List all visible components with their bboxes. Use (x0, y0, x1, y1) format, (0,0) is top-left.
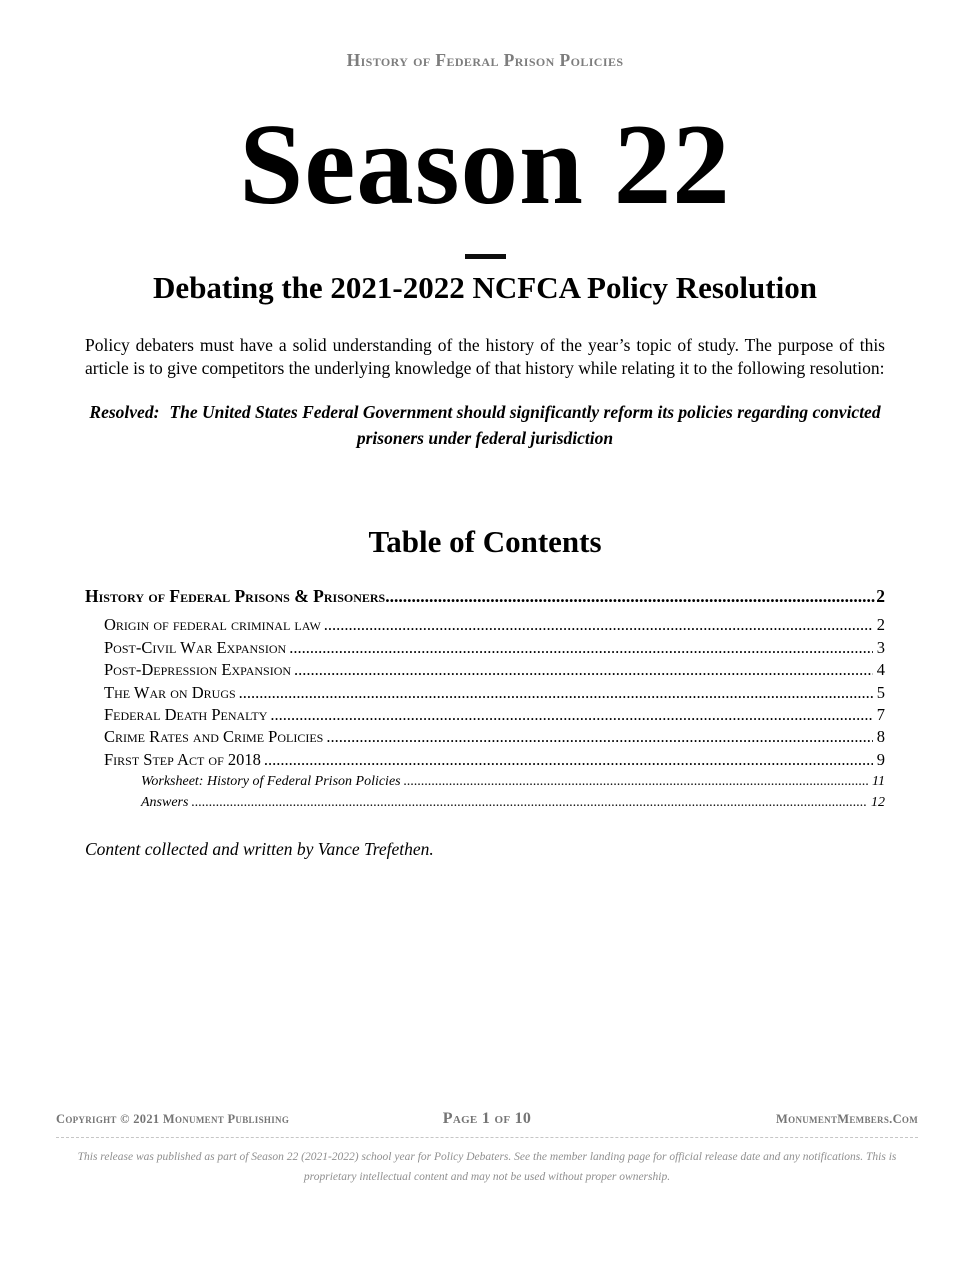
toc-entry-label: Origin of federal criminal law (104, 615, 321, 635)
toc-dot-leader (264, 749, 873, 771)
toc-heading: Table of Contents (368, 524, 602, 560)
toc-entry-page: 4 (876, 660, 885, 680)
toc-entry-label: Federal Death Penalty (104, 705, 268, 724)
page-footer (56, 1110, 918, 1187)
toc-entry[interactable] (104, 637, 885, 659)
footer-copyright: Copyright © 2021 Monument Publishing (56, 1112, 290, 1126)
toc-entry-page: 3 (876, 637, 885, 657)
footer-row (56, 1110, 918, 1128)
toc-entry-label: History of Federal Prisons & Prisoners (85, 586, 386, 607)
toc-entry[interactable] (104, 749, 885, 771)
toc-dot-leader (289, 637, 873, 659)
title-divider (465, 254, 506, 259)
toc-entry[interactable] (141, 771, 885, 792)
toc-entry-page: 8 (876, 727, 885, 747)
toc-entry[interactable] (104, 659, 885, 681)
toc-entry-label: Answers (141, 795, 189, 811)
toc-entry-page: 11 (872, 774, 885, 790)
toc-entry-page: 5 (876, 682, 885, 702)
footer-page-indicator: Page 1 of 10 (442, 1110, 532, 1127)
toc-entry-page: 2 (876, 615, 885, 635)
toc-entry-label: The War on Drugs (104, 682, 236, 702)
toc-entry[interactable] (141, 792, 885, 813)
toc-entry-page: 12 (871, 795, 885, 811)
resolution-label: Resolved: (89, 402, 160, 423)
toc-entry-label: Post-Depression Expansion (104, 660, 292, 680)
toc-entry[interactable] (104, 726, 885, 748)
toc-dot-leader (270, 704, 872, 726)
resolution-text: The United States Federal Government should significantly reform its policies regarding convicted prisoners under federal jurisdiction (169, 402, 881, 449)
toc-entry[interactable] (104, 614, 885, 636)
toc-entry[interactable] (85, 584, 885, 608)
toc-dot-leader (324, 614, 873, 636)
toc-entry-page: 9 (876, 749, 885, 769)
footer-site-link[interactable]: MonumentMembers.Com (776, 1112, 918, 1126)
toc-entry-label: Worksheet: History of Federal Prison Policies (141, 774, 401, 790)
toc-entry-label: Crime Rates and Crime Policies (104, 727, 324, 747)
toc-entry[interactable] (104, 682, 885, 704)
toc-entry-page: 7 (876, 705, 885, 724)
toc-dot-leader (294, 659, 873, 681)
page-title: Season 22 (239, 101, 731, 228)
toc-dot-leader (191, 792, 867, 813)
page-subtitle: Debating the 2021-2022 NCFCA Policy Resolution (153, 270, 817, 305)
intro-paragraph: Policy debaters must have a solid understanding of the history of the year’s topic of study. The purpose of this article is to give competitors the underlying knowledge of that history while relating it to the following resolution: (85, 335, 885, 378)
running-header: History of Federal Prison Policies (346, 50, 624, 70)
toc-entry-label: Post-Civil War Expansion (104, 637, 287, 657)
toc-entry-label: First Step Act of 2018 (104, 749, 261, 769)
toc-dot-leader (404, 771, 868, 792)
toc-entry-page: 2 (876, 586, 885, 607)
resolution-statement (85, 399, 885, 451)
table-of-contents (85, 584, 885, 813)
author-note: Content collected and written by Vance Trefethen. (85, 839, 434, 860)
toc-dot-leader (326, 726, 872, 748)
toc-entry[interactable] (104, 704, 885, 726)
toc-dot-leader (239, 682, 873, 704)
footer-fine-print: This release was published as part of Season 22 (2021-2022) school year for Policy Debaters. See the member landing page for official release date and any notifications. This is proprietary intellectual content and may not be used without proper ownership. (56, 1137, 918, 1187)
toc-dot-leader (385, 584, 876, 608)
